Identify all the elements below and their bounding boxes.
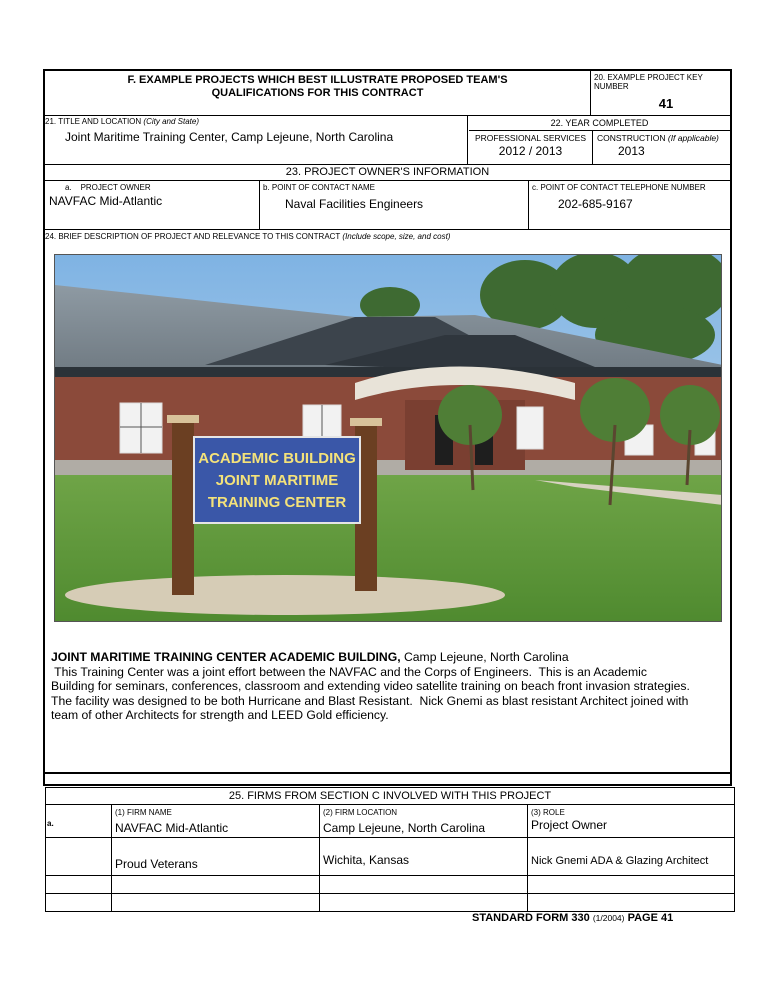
prof-services-value: 2012 / 2013 bbox=[498, 144, 563, 158]
firm-row-2-role: Nick Gnemi ADA & Glazing Architect bbox=[531, 855, 709, 867]
firms-label: 25. FIRMS FROM SECTION C INVOLVED WITH THIS PROJECT bbox=[46, 788, 734, 805]
sign-line-2: JOINT MARITIME bbox=[215, 472, 339, 489]
firms-col-divider-1 bbox=[111, 805, 112, 912]
key-number-cell bbox=[592, 71, 730, 115]
description-text bbox=[51, 650, 731, 723]
contact-name-label: b. POINT OF CONTACT NAME bbox=[263, 183, 376, 192]
firm-row-2-name: Proud Veterans bbox=[115, 857, 198, 871]
title-location-label-note: (City and State) bbox=[143, 117, 199, 126]
title-location-value: Joint Maritime Training Center, Camp Lejeune, North Carolina bbox=[65, 130, 394, 144]
key-number-label: 20. EXAMPLE PROJECT KEY NUMBER bbox=[594, 73, 703, 91]
title-location-label: 21. TITLE AND LOCATION bbox=[45, 117, 142, 126]
construction-label-wrap bbox=[597, 133, 730, 143]
description-label: 24. BRIEF DESCRIPTION OF PROJECT AND RELEVANCE TO THIS CONTRACT bbox=[45, 232, 341, 241]
firm-row-2-location: Wichita, Kansas bbox=[323, 853, 410, 867]
construction-value: 2013 bbox=[618, 144, 645, 158]
firm-row-1-name: NAVFAC Mid-Atlantic bbox=[115, 821, 229, 835]
construction-label-note: (If applicable) bbox=[667, 133, 719, 143]
academic-building-photo bbox=[55, 255, 722, 622]
firm-role-header: (3) ROLE bbox=[531, 808, 565, 817]
form-footer bbox=[472, 912, 673, 924]
contact-phone-value: 202-685-9167 bbox=[558, 197, 633, 211]
firms-row-letter: a. bbox=[47, 819, 54, 828]
description-line-1: This Training Center was a joint effort between the NAVFAC and the Corps of Engineers. This is an Academic bbox=[51, 664, 647, 679]
section-title-line1: F. EXAMPLE PROJECTS WHICH BEST ILLUSTRATE PROPOSED TEAM'S bbox=[127, 74, 508, 86]
firms-col-divider-2 bbox=[319, 805, 320, 912]
section-title-line2: QUALIFICATIONS FOR THIS CONTRACT bbox=[211, 87, 424, 99]
description-line-2: Building for seminars, conferences, classroom and extending video satellite training on beach front invasion strategies. bbox=[51, 679, 690, 693]
prof-services-cell bbox=[469, 131, 593, 164]
year-completed-label: 22. YEAR COMPLETED bbox=[469, 116, 730, 131]
footer-form-rev: (1/2004) bbox=[592, 913, 625, 923]
firm-location-header: (2) FIRM LOCATION bbox=[323, 808, 398, 817]
firms-col-divider-3 bbox=[527, 805, 528, 912]
firms-row-divider-2 bbox=[46, 875, 734, 876]
description-line-4: team of other Architects for strength and LEED Gold efficiency. bbox=[51, 708, 389, 722]
description-label-note: (Include scope, size, and cost) bbox=[342, 232, 451, 241]
project-owner-label: a. PROJECT OWNER bbox=[65, 183, 151, 192]
title-location-label-wrap bbox=[45, 116, 467, 126]
firm-name-header: (1) FIRM NAME bbox=[115, 808, 172, 817]
contact-phone-label: c. POINT OF CONTACT TELEPHONE NUMBER bbox=[532, 183, 706, 192]
prof-services-label: PROFESSIONAL SERVICES bbox=[474, 133, 586, 143]
firms-table bbox=[45, 787, 735, 912]
footer-form-name: STANDARD FORM 330 bbox=[472, 912, 590, 924]
sign-line-3: TRAINING CENTER bbox=[207, 494, 347, 511]
project-owner-value: NAVFAC Mid-Atlantic bbox=[49, 194, 163, 208]
key-number-value: 41 bbox=[658, 96, 674, 111]
rule-3 bbox=[45, 229, 730, 230]
firm-row-1-location: Camp Lejeune, North Carolina bbox=[323, 821, 486, 835]
owner-info-label: 23. PROJECT OWNER'S INFORMATION bbox=[45, 165, 730, 181]
footer-page: PAGE 41 bbox=[627, 912, 674, 924]
description-heading bbox=[51, 650, 731, 665]
firms-row-divider-1 bbox=[46, 837, 734, 838]
description-heading-bold: JOINT MARITIME TRAINING CENTER ACADEMIC BUILDING, bbox=[51, 650, 401, 664]
description-label-wrap bbox=[45, 232, 730, 241]
project-photo bbox=[54, 254, 722, 622]
firms-row-divider-3 bbox=[46, 893, 734, 894]
form-frame-bottom-rule bbox=[43, 772, 732, 786]
construction-label: CONSTRUCTION bbox=[597, 133, 666, 143]
contact-name-cell bbox=[261, 181, 529, 229]
description-line-3: The facility was designed to be both Hurricane and Blast Resistant. Nick Gnemi as blast resistant Architect joined with bbox=[51, 693, 689, 708]
sign-line-1: ACADEMIC BUILDING bbox=[198, 450, 356, 467]
project-owner-cell bbox=[45, 181, 260, 229]
section-title bbox=[45, 71, 591, 115]
firm-row-1-role: Project Owner bbox=[531, 818, 608, 832]
construction-cell bbox=[594, 131, 730, 164]
contact-name-value: Naval Facilities Engineers bbox=[285, 197, 424, 211]
contact-phone-cell bbox=[530, 181, 730, 229]
title-location-cell bbox=[45, 116, 468, 164]
description-heading-rest: Camp Lejeune, North Carolina bbox=[400, 650, 569, 664]
